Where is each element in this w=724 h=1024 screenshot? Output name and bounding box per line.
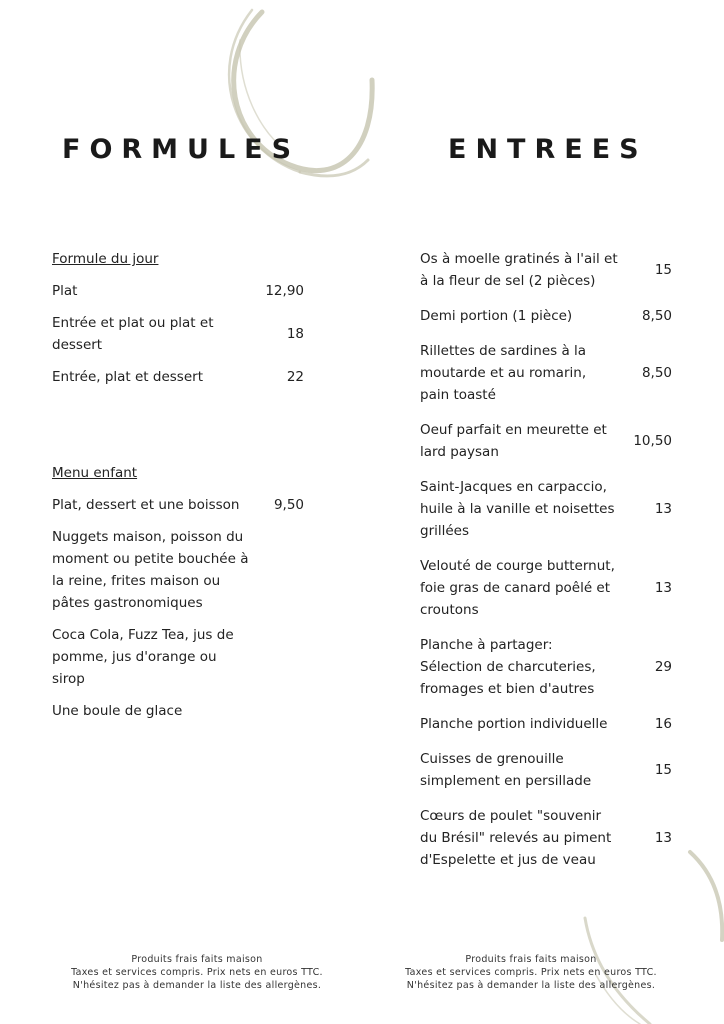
footer-line: Produits frais faits maison xyxy=(131,954,263,965)
menu-item-price: 13 xyxy=(654,501,672,517)
menu-item-price: 18 xyxy=(286,326,304,342)
footer-line: N'hésitez pas à demander la liste des allergènes. xyxy=(406,980,656,991)
menu-item-name: Entrée et plat ou plat et dessert xyxy=(52,315,214,353)
menu-item-name: Rillettes de sardines à la moutarde et au romarin, pain toasté xyxy=(420,343,587,403)
menu-item xyxy=(420,713,672,735)
menu-item xyxy=(420,248,672,292)
menu-item-name: Saint-Jacques en carpaccio, huile à la vanille et noisettes grillées xyxy=(420,479,615,539)
footer-left xyxy=(47,953,347,992)
menu-item-price: 8,50 xyxy=(641,365,672,381)
menu-item xyxy=(420,634,672,700)
menu-item-name: Entrée, plat et dessert xyxy=(52,369,203,385)
menu-item xyxy=(420,340,672,406)
menu-item xyxy=(52,280,304,302)
menu-enfant-detail: Une boule de glace xyxy=(52,703,183,719)
menu-item-name: Oeuf parfait en meurette et lard paysan xyxy=(420,422,607,460)
footer-line: N'hésitez pas à demander la liste des allergènes. xyxy=(72,980,322,991)
menu-item-name: Planche portion individuelle xyxy=(420,716,608,732)
menu-item-name: Cœurs de poulet "souvenir du Brésil" relevés au piment d'Espelette et jus de veau xyxy=(420,808,612,868)
entrees-column xyxy=(420,248,672,884)
menu-item-price: 16 xyxy=(654,716,672,732)
menu-item xyxy=(420,805,672,871)
menu-item-price: 13 xyxy=(654,830,672,846)
menu-item-price: 22 xyxy=(286,369,304,385)
menu-item xyxy=(52,494,304,516)
menu-item-price: 8,50 xyxy=(641,308,672,324)
footer-line: Taxes et services compris. Prix nets en euros TTC. xyxy=(71,967,323,978)
formule-du-jour-title: Formule du jour xyxy=(52,251,159,267)
menu-item xyxy=(420,555,672,621)
menu-item-price: 9,50 xyxy=(273,497,304,513)
menu-item-name: Demi portion (1 pièce) xyxy=(420,308,573,324)
menu-enfant-title: Menu enfant xyxy=(52,465,138,481)
menu-item-name: Os à moelle gratinés à l'ail et à la fleur de sel (2 pièces) xyxy=(420,251,618,289)
menu-item-price: 10,50 xyxy=(633,433,672,449)
menu-enfant-detail: Coca Cola, Fuzz Tea, jus de pomme, jus d'orange ou sirop xyxy=(52,627,234,687)
menu-item xyxy=(52,366,304,388)
formules-heading: FORMULES xyxy=(62,134,301,165)
menu-item-price: 15 xyxy=(654,762,672,778)
menu-item xyxy=(420,748,672,792)
menu-item-name: Plat, dessert et une boisson xyxy=(52,497,240,513)
footer-line: Produits frais faits maison xyxy=(465,954,597,965)
formules-column xyxy=(52,248,304,732)
menu-item-name: Velouté de courge butternut, foie gras de canard poêlé et croutons xyxy=(420,558,615,618)
menu-item xyxy=(420,476,672,542)
menu-item xyxy=(420,419,672,463)
menu-item xyxy=(420,305,672,327)
menu-item-price: 29 xyxy=(654,659,672,675)
menu-item-name: Planche à partager: Sélection de charcuteries, fromages et bien d'autres xyxy=(420,637,596,697)
menu-item-price: 12,90 xyxy=(265,283,304,299)
menu-item-price: 15 xyxy=(654,262,672,278)
entrees-heading: ENTREES xyxy=(448,134,648,165)
menu-item-name: Plat xyxy=(52,283,78,299)
footer-line: Taxes et services compris. Prix nets en euros TTC. xyxy=(405,967,657,978)
menu-item-name: Cuisses de grenouille simplement en persillade xyxy=(420,751,592,789)
footer-right xyxy=(381,953,681,992)
menu-item xyxy=(52,312,304,356)
menu-item-price: 13 xyxy=(654,580,672,596)
menu-enfant-detail: Nuggets maison, poisson du moment ou petite bouchée à la reine, frites maison ou pâtes gastronomiques xyxy=(52,529,249,611)
